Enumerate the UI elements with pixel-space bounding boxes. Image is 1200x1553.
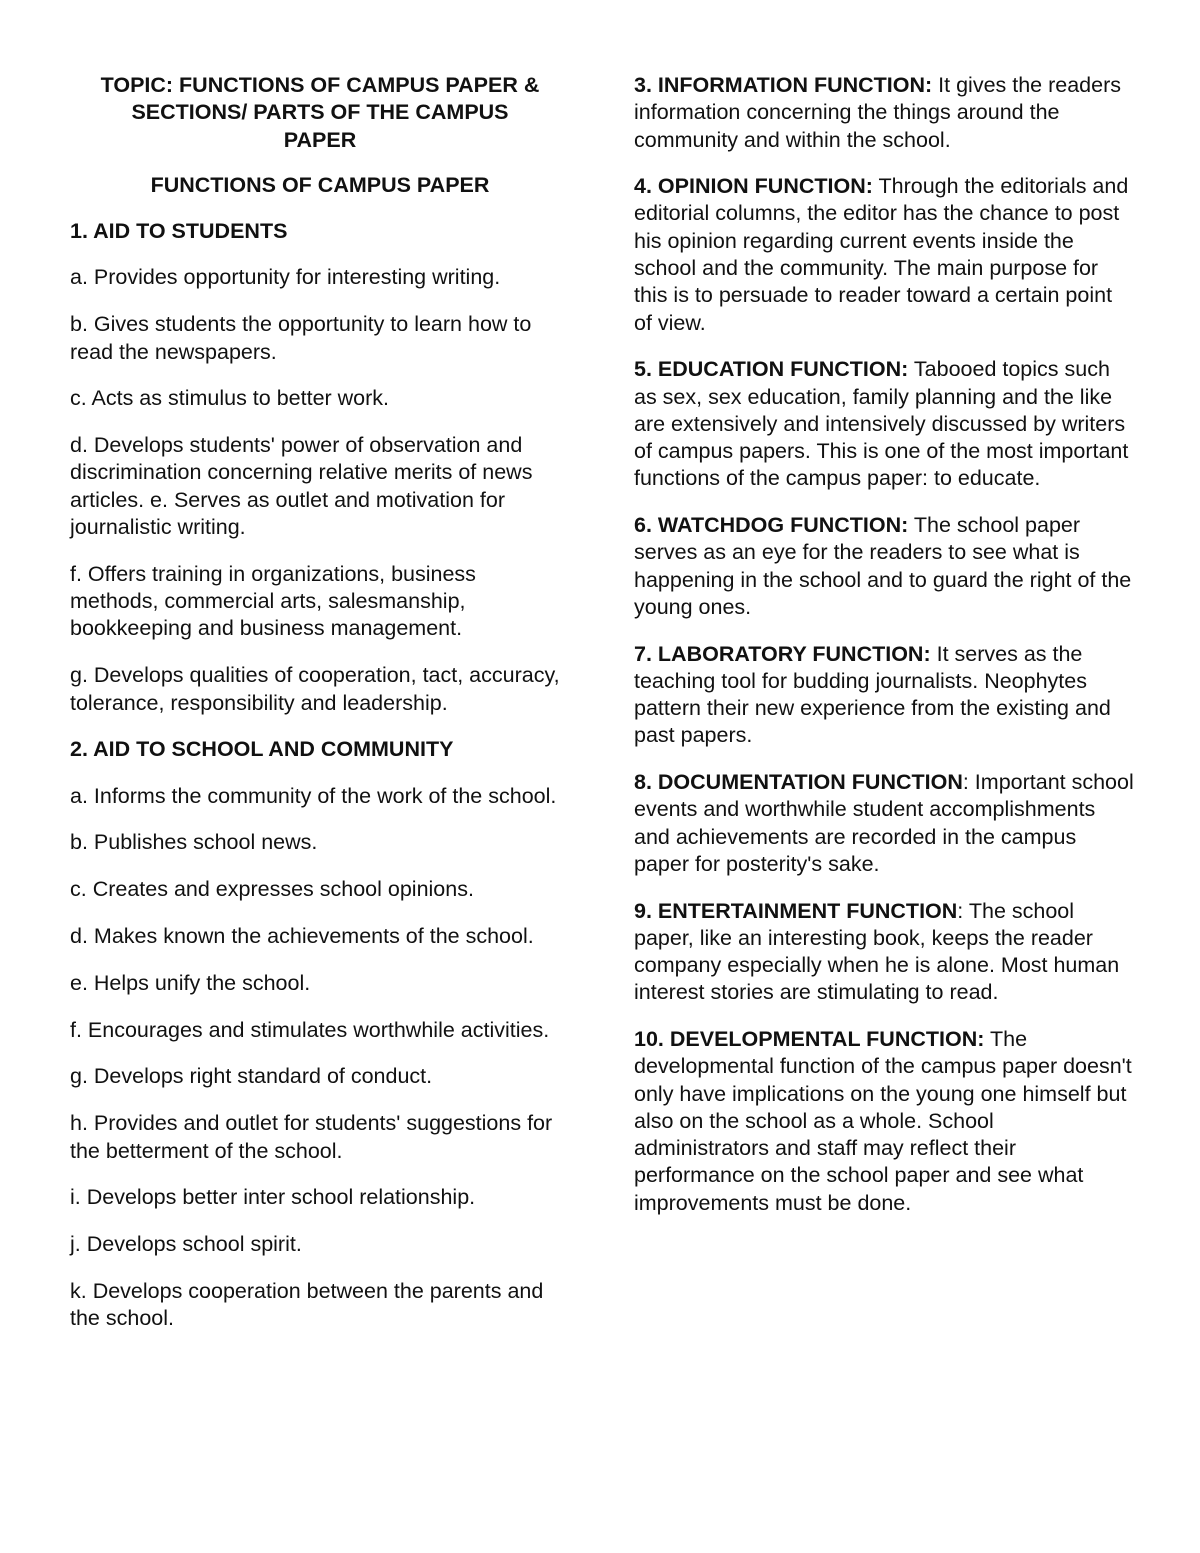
function-watchdog [634,512,1134,621]
function-text: The school paper serves as an eye for the readers to see what is happening in the school and to guard the right of the young ones. [634,513,1132,619]
function-text: : Important school events and worthwhile student accomplishments and achievements are recorded in the campus paper for posterity's sake. [634,770,1134,876]
list-item: f. Encourages and stimulates worthwhile activities. [70,1017,550,1042]
function-documentation [634,769,1134,878]
list-item: a. Provides opportunity for interesting writing. [70,265,501,290]
function-text: Tabooed topics such as sex, sex education, family planning and the like are extensively and intensively discussed by writers of campus papers. This is one of the most important functions of the campus paper: to educate. [634,357,1129,491]
list-item: i. Develops better inter school relationship. [70,1185,476,1210]
function-text: The developmental function of the campus paper doesn't only have implications on the young one himself but also on the school as a whole. School administrators and staff may reflect their performance on the school paper and see what improvements must be done. [634,1026,1132,1215]
list-item: b. Gives students the opportunity to learn how to read the newspapers. [70,312,532,364]
document-title [70,72,570,154]
heading-aid-to-school-and-community: 2. AID TO SCHOOL AND COMMUNITY [70,737,454,762]
function-text: It serves as the teaching tool for budding journalists. Neophytes pattern their new experience from the existing and past papers. [634,641,1111,748]
function-education [634,356,1134,492]
list-item: g. Develops right standard of conduct. [70,1064,433,1089]
function-opinion [634,173,1134,337]
left-column [70,72,570,1352]
function-developmental [634,1026,1134,1217]
list-item: d. Develops students' power of observation and discrimination concerning relative merits of news articles. e. Serves as outlet and motivation for journalistic writing. [70,433,533,540]
function-label: 6. WATCHDOG FUNCTION: [634,513,909,538]
title-line: SECTIONS/ PARTS OF THE CAMPUS [131,100,509,125]
list-item: h. Provides and outlet for students' suggestions for the betterment of the school. [70,1111,553,1163]
title-line: TOPIC: FUNCTIONS OF CAMPUS PAPER & [100,73,540,97]
list-item: b. Publishes school news. [70,830,318,855]
function-label: 3. INFORMATION FUNCTION: [634,73,933,97]
list-item: j. Develops school spirit. [70,1232,302,1257]
function-entertainment [634,898,1134,1007]
function-label: 9. ENTERTAINMENT FUNCTION [634,898,958,923]
function-text: : The school paper, like an interesting book, keeps the reader company especially when he is alone. Most human interest stories are stimulating to read. [634,898,1120,1005]
function-label: 5. EDUCATION FUNCTION: [634,357,909,382]
function-laboratory [634,641,1134,750]
function-label: 10. DEVELOPMENTAL FUNCTION: [634,1026,985,1051]
section-subtitle: FUNCTIONS OF CAMPUS PAPER [150,172,490,197]
heading-aid-to-students: 1. AID TO STUDENTS [70,219,288,244]
list-item: e. Helps unify the school. [70,970,311,995]
list-item: c. Acts as stimulus to better work. [70,386,390,411]
function-label: 8. DOCUMENTATION FUNCTION [634,770,963,795]
list-item: a. Informs the community of the work of the school. [70,783,557,808]
function-text: Through the editorials and editorial columns, the editor has the chance to post his opinion regarding current events inside the school and the community. The main purpose for this is to persuade to reader toward a certain point of view. [634,174,1129,335]
title-line: PAPER [283,127,357,152]
function-label: 7. LABORATORY FUNCTION: [634,641,931,666]
function-information [634,72,1134,154]
right-column [634,72,1134,1236]
list-item: c. Creates and expresses school opinions. [70,877,474,902]
list-item: d. Makes known the achievements of the school. [70,924,534,949]
function-text: It gives the readers information concerning the things around the community and within the school. [634,73,1122,152]
list-item: k. Develops cooperation between the parents and the school. [70,1278,544,1331]
list-item: f. Offers training in organizations, business methods, commercial arts, salesmanship, bookkeeping and business management. [70,561,476,641]
list-item: g. Develops qualities of cooperation, tact, accuracy, tolerance, responsibility and leadership. [70,663,560,715]
function-label: 4. OPINION FUNCTION: [634,174,873,199]
